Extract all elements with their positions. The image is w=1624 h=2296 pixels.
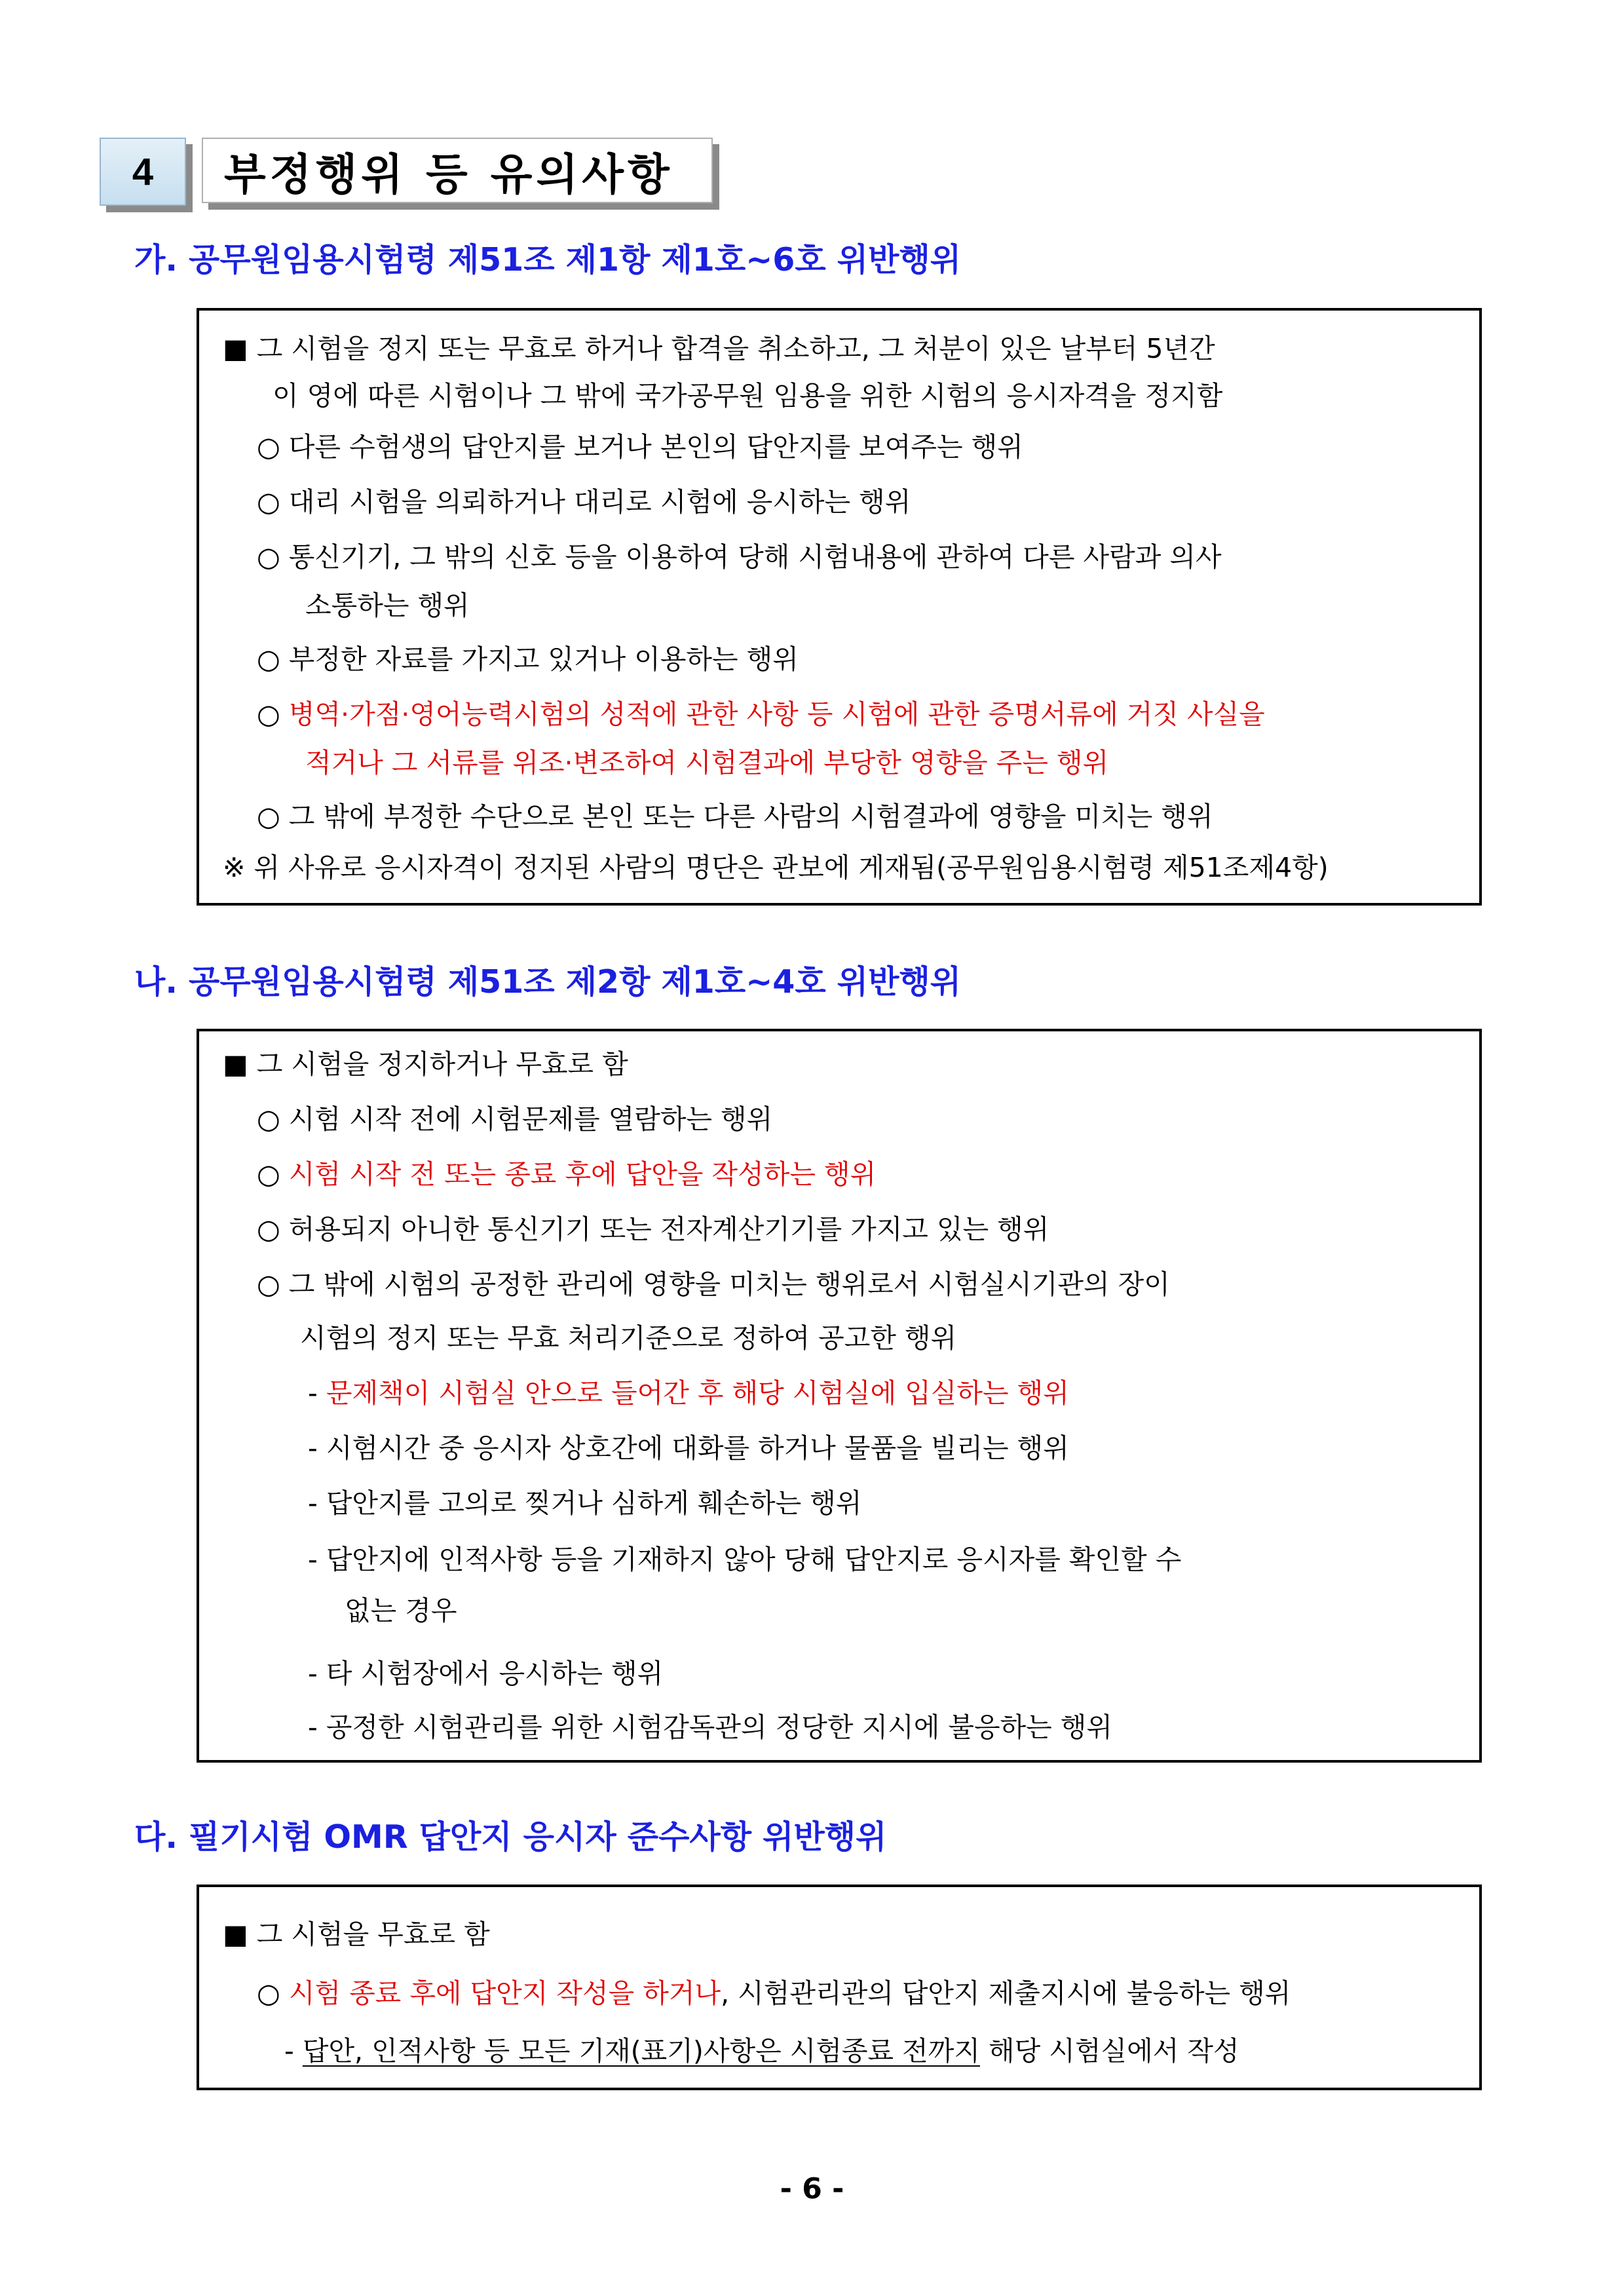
- sub-item: 없는 경우: [345, 1595, 457, 1626]
- section-heading-ga: 가. 공무원임용시험령 제51조 제1항 제1호~6호 위반행위: [134, 241, 962, 278]
- content-box-ga: [197, 308, 1482, 906]
- dash-marker: -: [284, 2035, 294, 2067]
- rule-line: ■ 그 시험을 정지 또는 무효로 하거나 합격을 취소하고, 그 처분이 있은 날부터 5년간: [223, 333, 1215, 364]
- dash-marker: -: [308, 1377, 318, 1409]
- highlighted-text: 병역·가점·영어능력시험의 성적에 관한 사항 등 시험에 관한 증명서류에 거짓 사실을: [288, 698, 1265, 730]
- list-item: ○ 통신기기, 그 밖의 신호 등을 이용하여 당해 시험내용에 관하여 다른 사람과 의사: [257, 541, 1222, 573]
- sub-item: - 답안지를 고의로 찢거나 심하게 훼손하는 행위: [308, 1487, 862, 1519]
- list-item: ○ 다른 수험생의 답안지를 보거나 본인의 답안지를 보여주는 행위: [257, 431, 1023, 463]
- rule-line: 이 영에 따른 시험이나 그 밖에 국가공무원 임용을 위한 시험의 응시자격을 정지함: [273, 380, 1223, 411]
- list-item: ○ 그 밖에 부정한 수단으로 본인 또는 다른 사람의 시험결과에 영향을 미치는 행위: [257, 801, 1213, 832]
- section-heading-da: 다. 필기시험 OMR 답안지 응시자 준수사항 위반행위: [134, 1818, 887, 1856]
- sub-item: - 답안지에 인적사항 등을 기재하지 않아 당해 답안지로 응시자를 확인할 수: [308, 1544, 1182, 1575]
- rule-line: ■ 그 시험을 무효로 함: [223, 1919, 490, 1950]
- list-item: ○ 부정한 자료를 가지고 있거나 이용하는 행위: [257, 643, 799, 675]
- content-box-na: [197, 1029, 1482, 1763]
- list-item: ○ 대리 시험을 의뢰하거나 대리로 시험에 응시하는 행위: [257, 486, 911, 518]
- page-number: - 6 -: [780, 2172, 844, 2206]
- list-item-text: , 시험관리관의 답안지 제출지시에 불응하는 행위: [721, 1978, 1291, 2009]
- rule-line: ■ 그 시험을 정지하거나 무효로 함: [223, 1048, 628, 1080]
- sub-item: [284, 2035, 1239, 2067]
- list-item: 소통하는 행위: [305, 590, 470, 621]
- note-line: ※ 위 사유로 응시자격이 정지된 사람의 명단은 관보에 게재됨(공무원임용시험령 제51조제4항): [223, 852, 1329, 883]
- sub-item: - 공정한 시험관리를 위한 시험감독관의 정당한 지시에 불응하는 행위: [308, 1712, 1113, 1743]
- list-item: ○ 시험 시작 전에 시험문제를 열람하는 행위: [257, 1103, 773, 1135]
- content-box-da: [197, 1885, 1482, 2090]
- list-item: ○ 그 밖에 시험의 공정한 관리에 영향을 미치는 행위로서 시험실시기관의 장이: [257, 1269, 1170, 1300]
- section-title-banner: [100, 138, 722, 212]
- section-heading-na: 나. 공무원임용시험령 제51조 제2항 제1호~4호 위반행위: [134, 963, 962, 1001]
- highlighted-text: 시험 시작 전 또는 종료 후에 답안을 작성하는 행위: [288, 1158, 877, 1190]
- highlighted-text: 적거나 그 서류를 위조·변조하여 시험결과에 부당한 영향을 주는 행위: [305, 747, 1109, 778]
- sub-item: - 타 시험장에서 응시하는 행위: [308, 1658, 664, 1689]
- list-item: [257, 698, 1265, 730]
- section-number-badge: 4: [100, 138, 186, 206]
- list-item: ○ 허용되지 아니한 통신기기 또는 전자계산기기를 가지고 있는 행위: [257, 1214, 1049, 1245]
- list-item: [257, 1158, 877, 1190]
- sub-item: - 시험시간 중 응시자 상호간에 대화를 하거나 물품을 빌리는 행위: [308, 1432, 1069, 1464]
- list-item: 시험의 정지 또는 무효 처리기준으로 정하여 공고한 행위: [300, 1322, 957, 1354]
- section-title: 부정행위 등 유의사항: [202, 138, 713, 203]
- underlined-text: 답안, 인적사항 등 모든 기재(표기)사항은 시험종료 전까지: [302, 2035, 980, 2067]
- highlighted-text: 시험 종료 후에 답안지 작성을 하거나: [288, 1978, 721, 2009]
- highlighted-text: 문제책이 시험실 안으로 들어간 후 해당 시험실에 입실하는 행위: [326, 1377, 1069, 1409]
- sub-item-text: 해당 시험실에서 작성: [989, 2035, 1239, 2067]
- list-item: [257, 1980, 1291, 2007]
- circle-marker: ○: [257, 698, 280, 730]
- circle-marker: ○: [257, 1978, 280, 2009]
- sub-item: [308, 1377, 1069, 1409]
- circle-marker: ○: [257, 1158, 280, 1190]
